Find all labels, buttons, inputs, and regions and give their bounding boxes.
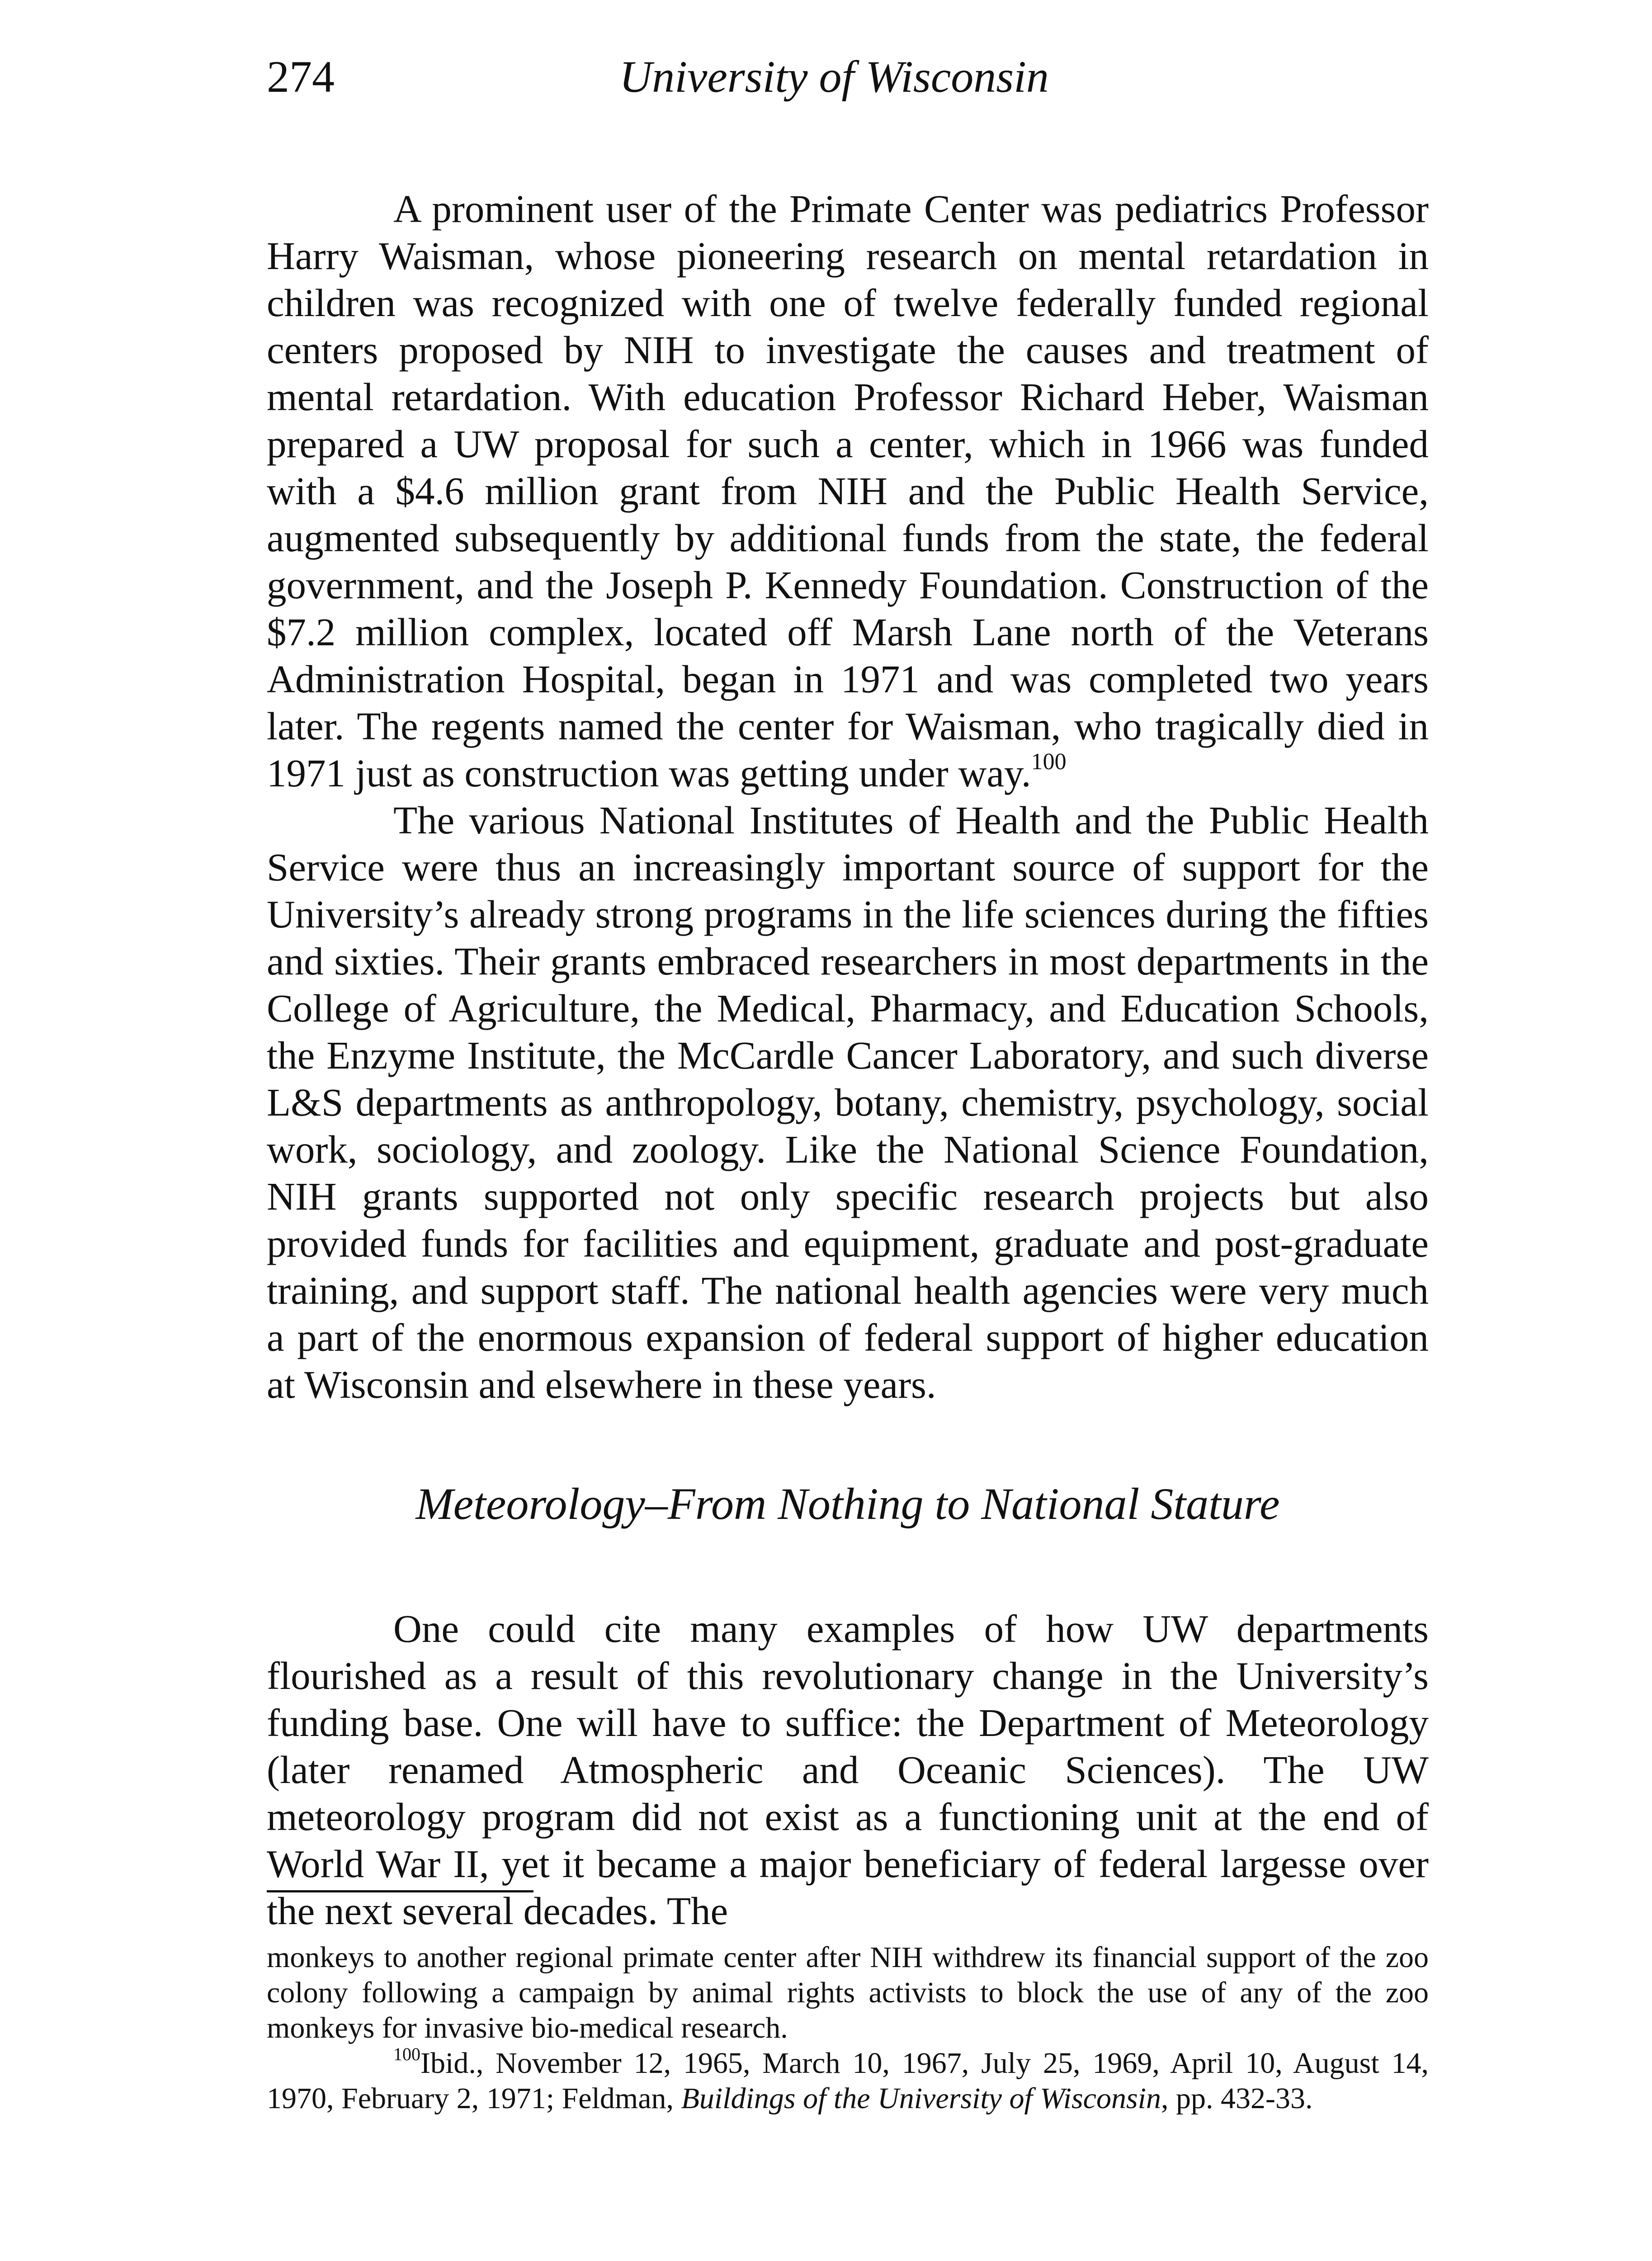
footnote-separator [267, 1890, 533, 1892]
continued-footnote: monkeys to another regional primate center after NIH withdrew its financial support of the zoo colony following a campaign by animal rights activists to block the use of any of the zoo monkeys for invasive bio-medical research. [267, 1941, 1429, 2044]
running-header [267, 45, 1442, 109]
footnotes [267, 1940, 1429, 2116]
paragraph-nih-support: The various National Institutes of Health and the Public Health Service were thus an increasingly important source of support for the University’s already strong programs in the life sciences during the fifties and sixties. Their grants embraced researchers in most departments in the College of Agriculture, the Medical, Pharmacy, and Education Schools, the Enzyme Institute, the McCardle Cancer Laboratory, and such diverse L&S departments as anthropology, botany, chemistry, psychology, social work, sociology, and zoology. Like the National Science Foundation, NIH grants supported not only specific research projects but also provided funds for facilities and equipment, graduate and post-graduate training, and support staff. The national health agencies were very much a part of the enormous expansion of federal support of higher education at Wisconsin and elsewhere in these years. [267, 798, 1429, 1406]
footnote-number: 100 [393, 2044, 420, 2064]
paragraph-meteorology: One could cite many examples of how UW departments flourished as a result of this revolutionary change in the University’s funding base. One will have to suffice: the Department of Meteorology (later renamed Atmospheric and Oceanic Sciences). The UW meteorology program did not exist as a functioning unit at the end of World War II, yet it became a major beneficiary of federal largesse over the next several decades. The [267, 1607, 1429, 1933]
page-number: 274 [267, 52, 335, 102]
footnote-text-start: Ibid., November 12, 1965, March 10, 1967, July 25, 1969, April 10, August 14, 1970, February 2, 1971; Feldman, [267, 2047, 1429, 2115]
footnote-100 [267, 2046, 1429, 2116]
paragraph-waisman-center-text: A prominent user of the Primate Center was pediatrics Professor Harry Waisman, whose pioneering research on mental retardation in children was recognized with one of twelve federally funded regional centers proposed by NIH to investigate the causes and treatment of mental retardation. With education Professor Richard Heber, Waisman prepared a UW proposal for such a center, which in 1966 was funded with a $4.6 million grant from NIH and the Public Health Service, augmented subsequently by additional funds from the state, the federal government, and the Joseph P. Kennedy Foundation. Construction of the $7.2 million complex, located off Marsh Lane north of the Veterans Administration Hospital, began in 1971 and was completed two years later. The regents named the center for Waisman, who tragically died in 1971 just as construction was getting under way. [267, 187, 1429, 795]
footnote-page-reference: , pp. 432-33. [1161, 2082, 1313, 2115]
main-text [267, 185, 1429, 1935]
footnote-reference-100: 100 [1031, 749, 1067, 775]
section-heading: Meteorology–From Nothing to National Stature [415, 1479, 1280, 1529]
running-title: University of Wisconsin [619, 52, 1049, 102]
footnote-cited-title: Buildings of the University of Wisconsin [681, 2082, 1161, 2115]
paragraph-waisman-center [267, 185, 1429, 797]
